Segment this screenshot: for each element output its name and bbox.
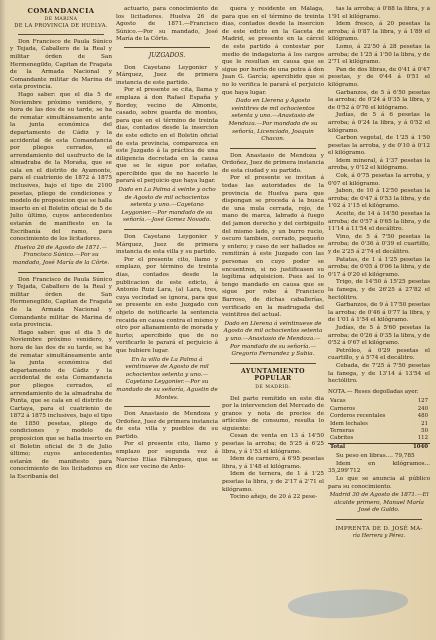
notice-signature: Madrid 30 de Agosto de 1871.—El alcalde primero, Manuel María José de Galdo. (329, 492, 429, 514)
total-value: 1040 (405, 443, 430, 451)
divider (18, 34, 104, 35)
notice-paragraph: Don Anastasio de Mendoza y Ordoñez, Juez de primera instancia de esta villa y pueblos de su partido. (116, 411, 218, 440)
section-subheading: DE MARINA (44, 16, 78, 22)
row-value: 112 (417, 435, 428, 442)
table-row (328, 428, 430, 435)
printer-imprint-name: ría Herrera y Pérez. (352, 533, 406, 540)
notice-paragraph: Don Francisco de Paula Súnico y Tejada, Caballero de la Real y militar órden de San Hermenegildo, Capitan de Fragata de la Armada Nacional y Comandante militar de Marina de esta provincia. (10, 38, 112, 91)
section-heading-juzgados: JUZGADOS. (148, 51, 186, 59)
row-label: Carneros (330, 405, 356, 412)
table-row (328, 413, 430, 420)
price-paragraph: Garbanzos, de 5 á 6'50 pesetas la arroba; de 0'24 á 0'35 la libra, y de 0'52 á 0'76 el kilógramo. (328, 89, 430, 111)
table-total-row (328, 443, 430, 451)
row-value: 50 (421, 427, 428, 434)
price-paragraph: Idem de ternera, de 1 á 1'25 pesetas la libra, y de 2'17 á 2'71 el kilógramo. (222, 471, 324, 493)
notice-signature: Dado en Llerena á veintinueve de Agosto de mil ochocientos setenta y uno.—Anastasio de Mendoza.—Por mandado de su señoría.—Gregorio Fernandez y Subia. (223, 320, 323, 358)
printer-imprint: IMPRENTA DE D. JOSÉ MA- (335, 525, 423, 532)
divider (124, 229, 210, 230)
divider (124, 406, 210, 407)
notice-signature: En la villa de La Palma á veintinueve de Agosto de mil ochocientos setenta y uno.—Cayetano Leygonier.—Por su mandado de su señoría, Agustin de Montes. (116, 356, 218, 401)
nota-heading: NOTA.— Reses degolladas ayer. (328, 388, 419, 395)
notice-paragraph: quera y residente en Málaga, para que en el término de treinta dias, contados desde la insercion de este edicto en la Gaceta de Madrid, se presente en la cárcel de este partido á contestar por medio de indagatoria á los cargos que le resultan en causa que se sigue por hurto de una potra á don Juan G. García; apercibido que si no lo verifica le parará el perjuicio que haya lugar. (222, 6, 324, 96)
notice-signature: Dado en Llerena y Agosto veintitres de mil ochocientos setenta y uno.—Anastasio de Mendoza.—Por mandado de su señoría, Licenciado, Joaquin Chacon. (228, 98, 318, 143)
row-value: 480 (417, 413, 428, 420)
price-paragraph: Vino, de 5 á 7'50 pesetas la arroba; de 0'36 á 0'39 el cuartillo, y de 2'25 á 2'74 el decálitro. (328, 233, 430, 255)
price-paragraph: Idem de carnero, á 6'95 pesetas libra, y á 1'48 el kilógramo. (222, 456, 324, 470)
table-row (328, 406, 430, 413)
notice-paragraph: Don Anastasio de Mendoza y Ordoñez, Juez de primera instancia de esta ciudad y su partido. (222, 152, 324, 174)
divider (124, 47, 210, 48)
price-paragraph: Garbanzos, de 9 á 17'50 pesetas la arroba; de 0'46 á 0'77 la libra, y de 1'01 á 1'54 el kilógramo. (328, 302, 430, 324)
columns (10, 6, 430, 636)
price-paragraph: Idem fresco, á 20 pesetas la arroba; á 0'87 la libra, y á 1'89 el kilógramo. (328, 21, 430, 43)
price-paragraph: Cebada, de 7'25 á 7'50 pesetas la fanega, y de 13'14 á 13'54 el hectólitro. (328, 362, 430, 385)
notice-paragraph: Por el presente se invitan á todas las autoridades de la provincia de Huelva para que dispongan se proceda á la busca de una mula cerrada, rojo, de mano de marca, labrado á fuego del jamon derecho y del cerbiguilo del mismo lado, y un burro rucio, oscuro tambien, cerrado, pequeño y entero; y caso de ser hallados se remitirán á este Juzgado con las personas en cuyo poder se encuentren, si no justificasen su legítima adquisicion. Pues así lo tengo mandado en causa que se sigue por robo á Francisco Barroso, de dichas caballerías, verificado en la madrugada del veintitres del actual. (222, 175, 324, 319)
price-paragraph: Lomo, á 22'50 á 28 pesetas la arroba; de 1'25 á 1'50 la libra, y de 2'71 el kilógramo. (328, 43, 430, 66)
price-paragraph: Jabon, de 10 á 12'50 pesetas la arroba; de 0'47 á 0'53 la libra, y de 1'02 á 1'15 el kilógramo. (328, 188, 430, 210)
notice-paragraph: Lo que se anuncia al público para su conocimiento. (328, 475, 430, 490)
notice-signature: Dado en La Palma á veinte y ocho de Agosto de mil ochocientos setenta y uno.—Cayetano Leygonier.—Por mandado de su señoría.—José Gomez Novado. (118, 187, 216, 224)
notice-paragraph: Don Francisco de Paula Súnico y Tejada, Caballero de la Real y militar órden de San Hermenegildo, Capitan de Fragata de la Armada Nacional y Comandante militar de Marina de esta provincia. (10, 276, 112, 329)
column-3 (222, 6, 324, 636)
price-paragraph: Cesan de venta en 13 á 14'50 pesetas la arroba; de 5'25 á 6'25 libra, y á 1'53 el kilógramo. (222, 433, 324, 455)
divider (336, 519, 422, 520)
page-crease (0, 0, 6, 640)
column-4 (328, 6, 430, 636)
table-row (328, 435, 430, 443)
price-paragraph: Cok, á 0'75 pesetas la arroba, y 0'07 el kilógramo. (328, 173, 430, 187)
price-paragraph: Pan de dos libras, de 0'41 á 0'47 pesetas, y de 0'44 á 0'51 el kilógramo. (328, 66, 430, 88)
price-paragraph: Aceite, de 14 á 14'50 pesetas la arroba; de 0'57 á 0'65 la libra, y de 11'14 á 11'54 el decálitro. (328, 211, 430, 233)
price-paragraph: Petróleo, á 0'29 pesetas el cuartillo, y á 5'74 el decálitro. (328, 347, 430, 362)
notice-paragraph: Por el presente cito, llamo y emplazo por segunda vez á Narciso Elías Fábregues, que se dice ser vecino de Anto- (116, 441, 218, 471)
notice-paragraph: Don Cayetano Leygonier y Márquez, Juez de primera instancia de este partido. (116, 64, 218, 86)
notice-paragraph: Del parte remitido en este dia por la intervencion del Mercado de granos y nota de precios de artículos de consumo, resulta lo siguiente: (222, 395, 324, 432)
divider (18, 272, 104, 273)
row-label: Corderos recentales (330, 413, 386, 420)
livestock-table (328, 398, 430, 451)
price-paragraph: Patatas, de 1 á 1'25 pesetas la arroba; de 0'05 á 0'06 la libra, y de 0'17 á 0'20 el kilógramo. (328, 256, 430, 278)
livestock-table-body (328, 398, 430, 443)
price-paragraph: Tocino añejo, de 20 á 22 pese- (230, 494, 318, 501)
section-subheading-madrid: DE MADRID. (255, 384, 291, 390)
row-value: 21 (421, 420, 428, 427)
price-paragraph: Judías, de 5 á 5'60 pesetas la arroba; de 0'26 á 0'35 la libra, y de 0'52 á 0'67 el kilógramo. (328, 324, 430, 347)
notice-paragraph: Hago saber: que el dia 5 de Noviembre próximo venidero, y hora de las dos de su tarde, se ha de rematar simultáneamente ante la junta económica del departamento de Cádiz y la accidental de esta Comandancia por pliegos cerrados, el arrendamiento de la almadraba de Punta, que se cala en el distrito de Cartaya, para el cuatrienio de 1872 á 1875 inclusives, bajo el tipo de 1850 pesetas, pliego de condiciones y modelo de proposicion que se halla inserto en el Boletin oficial de 5 de Julio último; cuyos antecedentes estarán de manifiesto para conocimiento de los licitadores en la Escribanía del (10, 329, 112, 481)
notice-paragraph: Hago saber: que el dia 5 de Noviembre próximo venidero, y hora de las dos de su tarde, se ha de rematar simultáneamente ante la junta económica del departamento de Cádiz y la accidental de esta Comandancia por pliegos cerrados, el arrendamiento del usufructo de la almadraba de la Moraña, que se cala en el distrito de Ayamonte, para el cuatrienio de 1872 á 1875 inclusives, bajo el tipo de 2100 pesetas, pliego de condiciones y modelo de proposicion que se halla inserto en el Boletin oficial de 5 de Julio último, cuyos antecedentes estarán de manifiesto en la Escribanía del ramo, para conocimiento de los licitadores. (10, 91, 112, 243)
row-label: Vacas (330, 398, 346, 405)
table-row (328, 398, 430, 405)
price-paragraph: Trigo, de 14'50 á 15'25 pesetas la fanega, y de 26'25 á 27'82 el hectólitro. (328, 279, 430, 301)
notice-paragraph: Por el presente cito, llamo y emplazo, por término de treinta dias, contados desde la publicacion de este edicto, á Antonio Ruiz Lara, (a) Lara, tres, cuya vecindad se ignora, para que se presente en este Juzgado con objeto de notificarle la sentencia recaida en causa contra el mismo y otro por allanamiento de morada y hurto; apercibido que de no verificarlo le parará el perjuicio á que hubiere lugar. (116, 256, 218, 354)
weight-line: Su peso en libras.... 79,785 (336, 453, 415, 460)
price-paragraph: Judías, de 5 á 6 pesetas la arroba; á 0'24 la libra, y á 0'52 el kilógramo. (328, 112, 430, 134)
column-2 (116, 6, 218, 636)
notice-paragraph: Por el presente se cita, llama y emplaza á don Rafael España y Bordoy, vecino de Almonte, casado, sobre guarda de montes, para que en el término de treinta dias, contados desde la insercion de este edicto en el Boletin oficial de esta provincia, comparezca en este Juzgado á la práctica de una diligencia decretada en la causa que se le sigue por estafas, apercibido que de no hacerlo le parará el perjuicio que haya lugar. (116, 87, 218, 185)
row-value: 240 (417, 405, 428, 412)
column-1 (10, 6, 112, 636)
price-paragraph: Carbon vegetal, de 1'25 á 1'50 pesetas la arroba, y de 0'10 á 0'12 el kilógramo. (328, 135, 430, 157)
price-paragraph: Idem mineral, á 1'37 pesetas la arroba, y 0'12 el kilógramo. (328, 157, 430, 172)
row-label: Idem lechales (330, 420, 368, 427)
total-label: Total (328, 443, 405, 451)
divider (230, 363, 316, 364)
price-paragraph: tas la arroba; á 0'88 la libra, y á 1'91 el kilógramo. (328, 6, 430, 20)
notice-paragraph: Don Cayetano Leygonier y Márquez, Juez de primera instancia de esta villa y su partido. (116, 234, 218, 256)
section-heading-comandancia: COMANDANCIA (27, 7, 95, 15)
weight-line: Idem en kilógramos... 35,299'712 (328, 460, 430, 475)
section-subheading-province: DE LA PROVINCIA DE HUELVA. (14, 23, 108, 30)
row-label: Terneras (330, 427, 355, 434)
table-row (328, 421, 430, 428)
row-value: 127 (417, 398, 428, 405)
row-label: Cabritos (330, 435, 354, 442)
notice-signature: Huelva 26 de Agosto de 1871.—Francisco Súnico.—Por su mandado, José María de la Côrte. (12, 244, 110, 266)
divider (230, 148, 316, 149)
section-heading-ayuntamiento: AYUNTAMIENTO POPULAR (241, 367, 305, 383)
notice-paragraph: actuario, para conocimiento de los licitadores. Huelva 26 de Agosto de 1871.—Francisco Súnico.—Por su mandado, José María de la Côrte. (116, 6, 218, 43)
